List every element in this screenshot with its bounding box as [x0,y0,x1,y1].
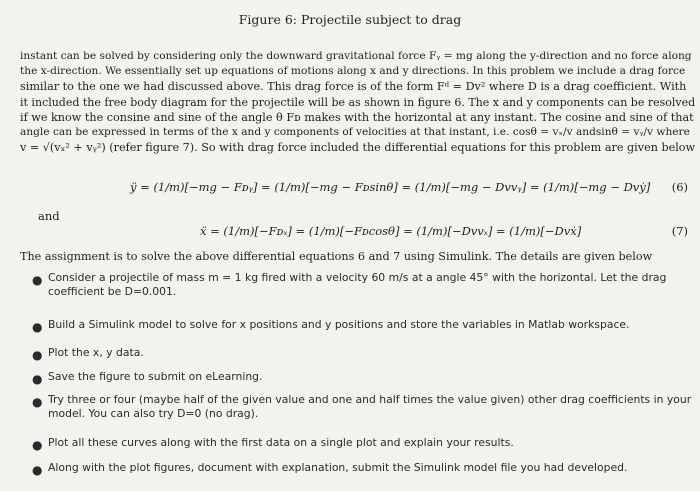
bullet-text: coefficient be D=0.001. [48,285,177,298]
equation-number: (6) [671,180,688,194]
figure-caption: Figure 6: Projectile subject to drag [238,12,462,27]
bullet-dot-icon: ● [32,463,43,477]
bullet-text: Save the figure to submit on eLearning. [48,370,263,383]
body-paragraph [20,49,696,155]
paragraph-line: angle can be expressed in terms of the x and y components of velocities at that instant, i.e. cosθ = vₓ/v andsinθ = vᵧ/v where [20,126,690,139]
bullet-text: Consider a projectile of mass m = 1 kg fired with a velocity 60 m/s at a angle 45° with the horizontal. Let the drag [48,271,667,284]
bullet-text: Build a Simulink model to solve for x positions and y positions and store the variables in Matlab workspace. [48,318,630,331]
bullet-text: Try three or four (maybe half of the given value and one and half times the value given) other drag coefficients in your [48,393,692,406]
paragraph-line: similar to the one we had discussed above. This drag force is of the form Fᵈ = Dv² where D is a drag coefficient. With [20,80,687,94]
bullet-text: Plot the x, y data. [48,346,144,359]
bullet-dot-icon: ● [32,438,43,452]
paragraph-line: v = √(vₓ² + vᵧ²) (refer figure 7). So with drag force included the differential equations for this problem are given below [20,141,696,155]
bullet-dot-icon: ● [32,273,43,287]
and-word: and [38,209,60,223]
bullet-text: Plot all these curves along with the first data on a single plot and explain your results. [48,436,514,449]
paragraph-line: instant can be solved by considering only the downward gravitational force Fᵧ = mg along the y-direction and no force along [20,50,692,62]
equation-number: (7) [671,224,688,238]
bullet-text: Along with the plot figures, document with explanation, submit the Simulink model file you had developed. [48,461,628,474]
assignment-intro: The assignment is to solve the above differential equations 6 and 7 using Simulink. The details are given below [20,250,653,263]
bullet-dot-icon: ● [32,395,43,409]
paragraph-line: the x-direction. We essentially set up equations of motions along x and y directions. In this problem we include a drag force [20,65,686,78]
paragraph-line: if we know the consine and sine of the angle θ Fᴅ makes with the horizontal at any instant. The cosine and sine of that [20,110,694,124]
paragraph-line: it included the free body diagram for the projectile will be as shown in figure 6. The x and y components can be resolved [20,95,696,109]
bullet-dot-icon: ● [32,320,43,334]
bullet-dot-icon: ● [32,348,43,362]
equation-expression: ÿ = (1/m)[−mg − Fᴅᵧ] = (1/m)[−mg − Fᴅsinθ] = (1/m)[−mg − Dvvᵧ] = (1/m)[−mg − Dvẏ] [130,180,651,194]
equation-expression: ẍ = (1/m)[−Fᴅₓ] = (1/m)[−Fᴅcosθ] = (1/m)[−Dvvₓ] = (1/m)[−Dvẋ] [200,224,582,238]
bullet-text: model. You can also try D=0 (no drag). [48,407,259,420]
bullet-dot-icon: ● [32,372,43,386]
